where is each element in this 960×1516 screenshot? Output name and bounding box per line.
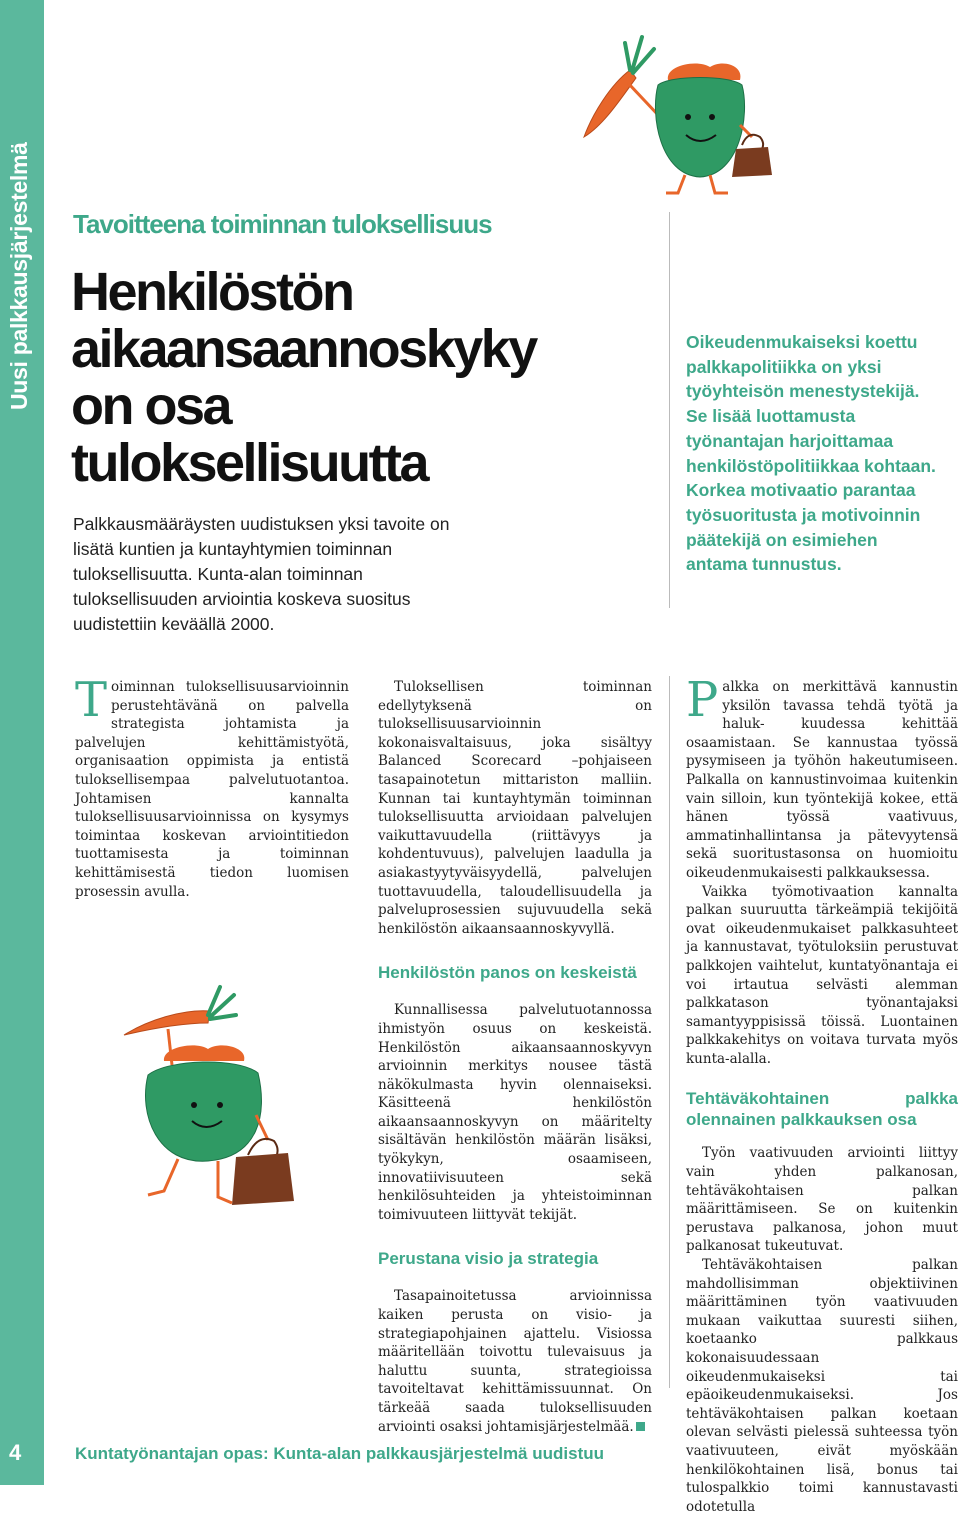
subheading: Tehtäväkohtainen palkka olennainen palkkauksen osa xyxy=(686,1089,958,1130)
body-paragraph: Vaikka työmotivaation kannalta palkan suuruutta tärkeämpiä tekijöitä ovat oikeudenmukaiset palkkasuhteet ja kannustavat, työtuloksiin perustuvat palkkojen vaihtelut, kuntatyönantaja ei voi irtautua selvästi alemman palkkatason työnantajaksi samantyyppisissä töissä. Luontainen palkkakehitys on voitava turvata myös kunta-alalla. xyxy=(686,883,958,1067)
pull-quote-line: päätekijä on esimiehen xyxy=(686,529,878,550)
carrot-icon xyxy=(124,987,236,1035)
body-paragraph: Työn vaativuuden arviointi liittyy vain yhden palkanosan, tehtäväkohtaisen palkan määrittämiseen. Se on kuitenkin perustava palkanosa, johon muut palkanosat tukeutuvat. xyxy=(686,1145,958,1255)
subheading: Henkilöstön panos on keskeistä xyxy=(378,963,637,983)
headline-line: tuloksellisuutta xyxy=(71,433,428,493)
column-1 xyxy=(75,672,349,901)
paragraph-text: Tasapainoitetussa arvioinnissa kaiken perusta on visio- ja strategiapohjainen ajattelu. Visiossa määritellään toivottu tulevaisuus ja haluttu suunta, strategioissa tavoiteltavat kehittämissuunnat. On tärkeää saada tuloksellisuuden arviointi osaksi johtamisjärjestelmää. xyxy=(378,1288,652,1435)
drop-cap: T xyxy=(75,672,108,728)
body-paragraph: Tehtäväkohtaisen palkan mahdollisimman objektiivinen määrittäminen työn vaativuuden mukaan vaikuttaa suuresti siihen, koetaanko palkkaus kokonaisuudessaan oikeudenmukaiseksi tai epäoikeudenmukaiseksi. Jos tehtäväkohtaisen palkan koetaan olevan selvästi pielessä suhteessa työn vaativuuteen, eivät myöskään henkilökohtainen lisä, bonus tai tulospalkkio toimi kannustavasti odotetulla xyxy=(686,1257,958,1515)
column-2 xyxy=(378,678,652,1436)
headline-line: aikaansaannoskyky xyxy=(71,319,536,379)
lead-line: tuloksellisuutta. Kunta-alan toiminnan xyxy=(73,564,363,584)
pull-quote-line: Se lisää luottamusta xyxy=(686,406,856,427)
page-number: 4 xyxy=(9,1440,22,1465)
lead-line: Palkkausmääräysten uudistuksen yksi tavoite on xyxy=(73,514,450,534)
pull-quote xyxy=(686,330,956,577)
pull-quote-line: Korkea motivaatio parantaa xyxy=(686,480,916,501)
body-paragraph: Tuloksellisen toiminnan edellytyksenä on tuloksellisuusarvioinnin kokonaisvaltaisuus, joka sisältyy Balanced Scorecard –pohjaiseen tasapainotetun mittariston malliin. Kunnan tai kuntayhtymän toiminnan tuloksellisuutta arvioidaan palvelujen vaikuttavuudella (riittävyys ja kohdentuvuus), palvelujen laadulla ja asiakastyytyväisyydellä, palvelujen tuottavuudella, taloudellisuudella ja palveluprosessien sujuvuudella sekä henkilöstön aikaansaannoskyvyllä. xyxy=(378,679,652,937)
sidebar xyxy=(0,0,44,1485)
headline-line: on osa xyxy=(71,376,231,436)
divider-line xyxy=(669,676,670,1388)
footer-text: Kuntatyönantajan opas: Kunta-alan palkkausjärjestelmä uudistuu xyxy=(75,1444,604,1463)
lead-paragraph xyxy=(73,512,543,637)
paragraph-text: alkka on merkittävä kannustin yksilön tavassa tehdä työtä ja haluk- kuudessa kehittää osaamistaan. Se kannustaa työssä pysymiseen ja työhön hakeutumiseen. Palkalla on kannustinvoimaa kuitenkin vain silloin, kun työntekijä kokee, että hänen työssä vaativuus, ammatinhallintansa ja pätevyytensä sekä suoritustasonsa on huomioitu oikeudenmukaisesti palkkauksessa. xyxy=(686,679,958,881)
end-mark-icon xyxy=(636,1422,645,1431)
lead-line: lisätä kuntien ja kuntayhtymien toiminnan xyxy=(73,539,393,559)
lead-line: uudistettiin keväällä 2000. xyxy=(73,614,275,634)
purse-character-illustration xyxy=(570,25,800,200)
kicker: Tavoitteena toiminnan tuloksellisuus xyxy=(73,209,492,239)
pull-quote-line: työyhteisön menestystekijä. xyxy=(686,381,920,402)
pull-quote-line: antama tunnustus. xyxy=(686,554,842,575)
pull-quote-line: Oikeudenmukaiseksi koettu xyxy=(686,332,918,352)
body-paragraph xyxy=(75,672,349,901)
pull-quote-line: työnantajan harjoittamaa xyxy=(686,430,894,451)
body-paragraph xyxy=(686,672,958,883)
pull-quote-line: palkkapolitiikka on yksi xyxy=(686,356,882,377)
headline xyxy=(71,264,631,492)
sidebar-title: Uusi palkkausjärjestelmä xyxy=(6,142,32,410)
purse-character-illustration xyxy=(108,965,348,1230)
body-paragraph: Kunnallisessa palvelutuotannossa ihmistyön osuus on keskeistä. Henkilöstön aikaansaannoskyvyn arvioinnin merkitys nousee tästä näkökulmasta hyvin olennaiseksi. Käsitteenä henkilöstön aikaansaannoskyvyn on määritelty sisältävän henkilöstön määrän lisäksi, työkykyn, osaamiseen, innovatiivisuuteen sekä henkilösuhteiden ja yhteistoiminnan toimivuuteen liittyvät tekijät. xyxy=(378,1002,652,1223)
subheading: Perustana visio ja strategia xyxy=(378,1249,599,1269)
paragraph-text: oiminnan tuloksellisuusarvioinnin perustehtävänä on palvella strategista johtamista ja palvelujen kehittämistyötä, organisaation oppimista ja entistä tuloksellisempaa palvelutuotantoa. Johtamisen kannalta tuloksellisuusarvioinnissa on kysymys toimintaa koskevan arviointitiedon tuottamisesta ja toiminnan kehittämisestä tiedon luomisen prosessin avulla. xyxy=(75,679,349,900)
carrot-icon xyxy=(584,37,654,137)
pull-quote-line: henkilöstöpolitiikkaa kohtaan. xyxy=(686,455,936,476)
drop-cap: P xyxy=(686,672,719,728)
lead-line: tuloksellisuuden arviointia koskeva suositus xyxy=(73,589,411,609)
column-3 xyxy=(686,672,958,1516)
pull-quote-line: työsuoritusta ja motivoinnin xyxy=(686,504,921,525)
body-paragraph xyxy=(378,1287,652,1436)
divider-line xyxy=(669,212,670,608)
headline-line: Henkilöstön xyxy=(71,262,353,322)
